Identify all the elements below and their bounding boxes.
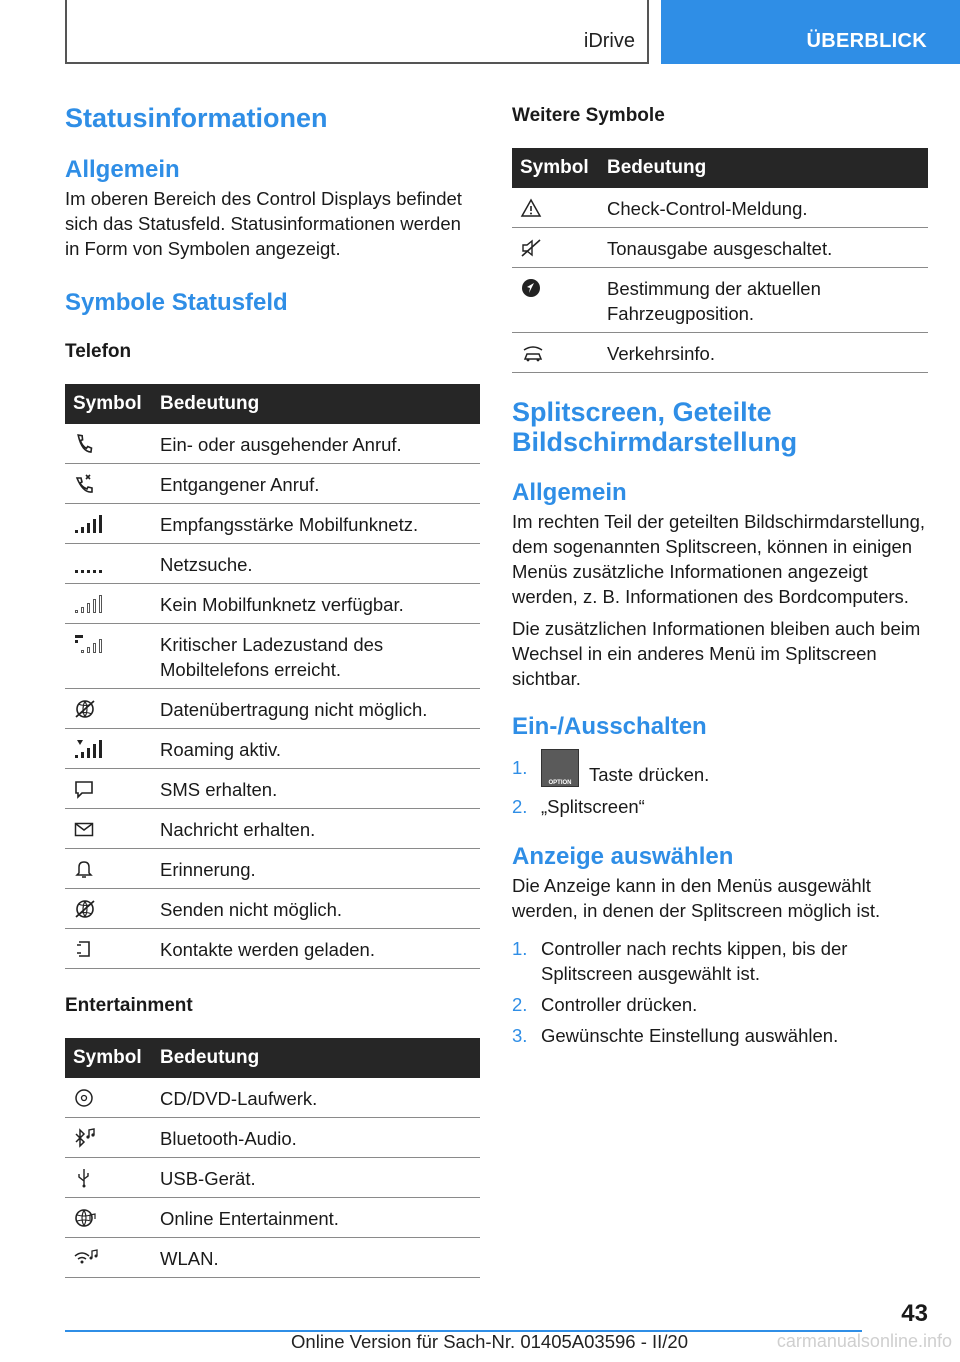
table-row (65, 809, 480, 849)
row-text: Ein- oder ausgehender Anruf. (152, 424, 480, 464)
list-item (512, 992, 928, 1017)
signal-strength-icon (73, 513, 107, 535)
step-number: 1. (512, 757, 528, 778)
row-text: Kein Mobilfunknetz verfügbar. (152, 584, 480, 624)
option-button-label: OPTION (548, 780, 572, 786)
step-text: „Splitscreen“ (541, 796, 645, 817)
phone-heading: Telefon (65, 341, 132, 362)
list-item (512, 1023, 928, 1048)
display-steps (512, 936, 928, 1048)
row-text: Tonausgabe ausgeschaltet. (599, 228, 928, 268)
row-text: Kontakte werden geladen. (152, 929, 480, 969)
page-title: Statusinformationen (65, 103, 328, 133)
table-row (65, 424, 480, 464)
usb-icon (73, 1167, 95, 1189)
row-text: Entgangener Anruf. (152, 464, 480, 504)
header-section-frame (65, 0, 649, 64)
table-header-symbol: Symbol (65, 384, 152, 424)
step-number: 2. (512, 994, 528, 1015)
header-chapter-tab[interactable] (661, 0, 960, 64)
step-number: 3. (512, 1025, 528, 1046)
table-row (65, 544, 480, 584)
onoff-heading: Ein-/Ausschalten (512, 713, 707, 740)
table-row (65, 1198, 480, 1238)
list-item (512, 794, 928, 819)
entertainment-symbol-table (65, 1038, 480, 1278)
row-text: Verkehrsinfo. (599, 333, 928, 373)
warning-icon (520, 197, 542, 219)
row-text: Erinnerung. (152, 849, 480, 889)
split-text-1: Im rechten Teil der geteilten Bildschirmdarstellung, dem sogenannten Splitscreen, können in einigen Menüs zusätzliche Informationen angezeigt werden, z. B. Informationen des Bordcomputers. (512, 511, 926, 607)
more-symbol-table (512, 148, 928, 373)
phone-incoming-icon (73, 433, 95, 455)
table-row (65, 1238, 480, 1278)
row-text: Roaming aktiv. (152, 729, 480, 769)
online-entertainment-icon (73, 1207, 97, 1229)
low-battery-icon (73, 633, 107, 655)
row-text: Netzsuche. (152, 544, 480, 584)
step-text: Gewünschte Einstellung auswählen. (541, 1025, 839, 1046)
table-row (65, 464, 480, 504)
table-row (65, 504, 480, 544)
entertainment-heading: Entertainment (65, 995, 193, 1016)
display-heading: Anzeige auswählen (512, 843, 734, 870)
sms-icon (73, 778, 95, 800)
splitscreen-title: Splitscreen, Geteilte Bildschirmdarstellung (512, 397, 798, 457)
envelope-icon (73, 818, 95, 840)
table-row (512, 333, 928, 373)
disc-icon (73, 1087, 95, 1109)
roaming-icon (73, 738, 107, 760)
general-text: Im oberen Bereich des Control Displays befindet sich das Statusfeld. Statusinformationen werden in Form von Symbolen angezeigt. (65, 188, 462, 259)
table-row (512, 228, 928, 268)
row-text: Online Entertainment. (152, 1198, 480, 1238)
header-chapter-label: ÜBERBLICK (806, 30, 927, 52)
phone-symbol-table (65, 384, 480, 969)
no-network-icon (73, 593, 107, 615)
display-text: Die Anzeige kann in den Menüs ausgewählt werden, in denen der Splitscreen möglich ist. (512, 875, 881, 921)
split-text-2: Die zusätzlichen Informationen bleiben auch beim Wechsel in ein anderes Menü im Splitscreen sichtbar. (512, 618, 921, 689)
data-blocked-icon (73, 698, 97, 720)
row-text: USB-Gerät. (152, 1158, 480, 1198)
table-row (65, 1118, 480, 1158)
row-text: Check-Control-Meldung. (599, 188, 928, 228)
table-header-meaning: Bedeutung (152, 1038, 480, 1078)
row-text: Datenübertragung nicht möglich. (152, 689, 480, 729)
row-text: Senden nicht möglich. (152, 889, 480, 929)
table-row (65, 624, 480, 689)
table-header-symbol: Symbol (512, 148, 599, 188)
row-text: Kritischer Ladezustand des Mobiltelefons erreicht. (152, 624, 480, 689)
step-text: Taste drücken. (589, 764, 710, 785)
table-row (65, 889, 480, 929)
split-general-heading: Allgemein (512, 479, 627, 506)
mute-icon (520, 237, 542, 259)
table-row (65, 584, 480, 624)
onoff-steps (512, 749, 928, 819)
online-version-text: Online Version für Sach-Nr. 01405A03596 - II/20 (291, 1331, 688, 1352)
table-row (65, 849, 480, 889)
send-blocked-icon (73, 898, 97, 920)
traffic-info-icon (520, 342, 546, 364)
step-number: 1. (512, 938, 528, 959)
row-text: Nachricht erhalten. (152, 809, 480, 849)
table-header-meaning: Bedeutung (152, 384, 480, 424)
general-heading: Allgemein (65, 156, 180, 183)
table-header-meaning: Bedeutung (599, 148, 928, 188)
bell-icon (73, 858, 95, 880)
row-text: WLAN. (152, 1238, 480, 1278)
option-button[interactable] (541, 749, 579, 787)
list-item (512, 936, 928, 986)
step-text: Controller nach rechts kippen, bis der Splitscreen ausgewählt ist. (541, 938, 848, 984)
left-column (65, 100, 480, 1278)
more-symbols-heading: Weitere Symbole (512, 105, 665, 126)
table-row (65, 769, 480, 809)
network-search-icon (73, 553, 107, 575)
watermark-logo: carmanualsonline.info (776, 1331, 952, 1351)
row-text: SMS erhalten. (152, 769, 480, 809)
status-heading: Symbole Statusfeld (65, 289, 288, 316)
row-text: Empfangsstärke Mobilfunknetz. (152, 504, 480, 544)
header-section-label: iDrive (583, 30, 635, 52)
row-text: Bestimmung der aktuellen Fahrzeugposition. (599, 268, 928, 333)
step-text: Controller drücken. (541, 994, 698, 1015)
row-text: CD/DVD-Laufwerk. (152, 1078, 480, 1118)
page-number: 43 (901, 1300, 928, 1327)
table-row (65, 1078, 480, 1118)
step-number: 2. (512, 796, 528, 817)
table-row (512, 268, 928, 333)
list-item (512, 749, 928, 794)
right-column (512, 100, 928, 1048)
table-row (65, 689, 480, 729)
table-row (65, 1158, 480, 1198)
missed-call-icon (73, 473, 95, 495)
navigation-icon (520, 277, 542, 299)
table-row (512, 188, 928, 228)
row-text: Bluetooth-Audio. (152, 1118, 480, 1158)
table-row (65, 729, 480, 769)
wlan-icon (73, 1247, 99, 1269)
bluetooth-audio-icon (73, 1127, 97, 1149)
table-row (65, 929, 480, 969)
contacts-loading-icon (73, 938, 95, 960)
table-header-symbol: Symbol (65, 1038, 152, 1078)
